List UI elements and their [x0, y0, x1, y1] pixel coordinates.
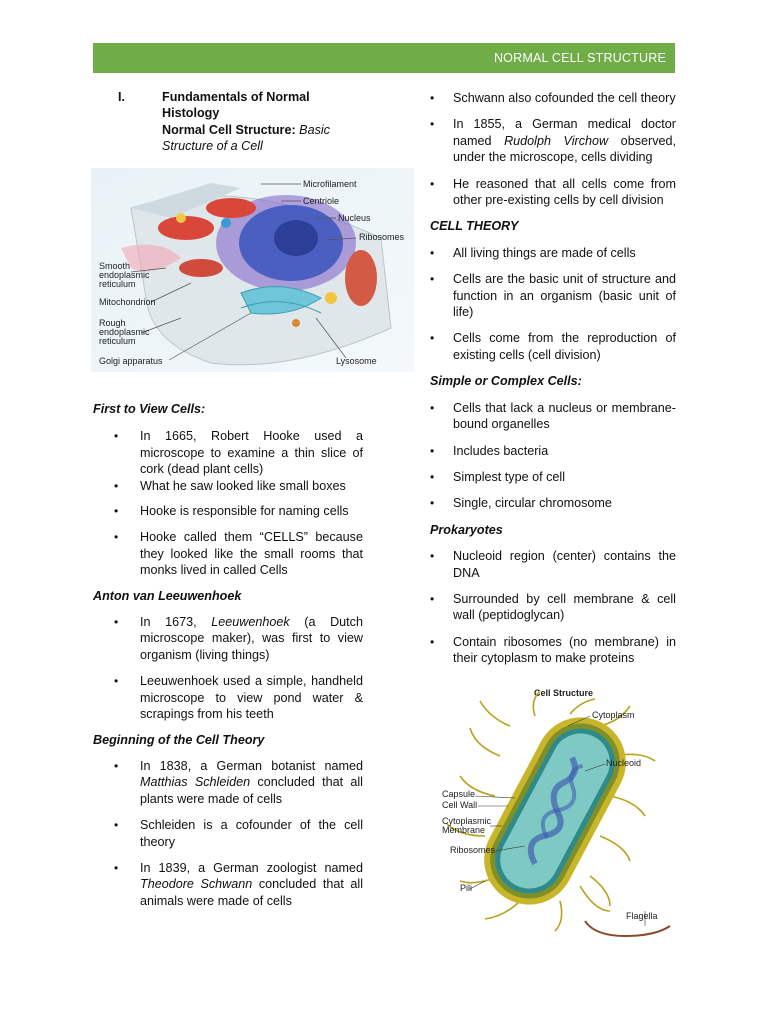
first-to-view-list [93, 428, 363, 578]
right-top-list [430, 90, 676, 208]
text-run: observed, under the microscope, cells dividing [453, 133, 676, 165]
heading-cell-theory: CELL THEORY [430, 219, 519, 234]
bacteria-cell-figure [440, 686, 680, 942]
label-golgi: Golgi apparatus [99, 356, 163, 366]
list-item: • Hooke called them “CELLS” because they looked like the small rooms that monks lived in called Cells [93, 529, 363, 578]
list-item: • Cells that lack a nucleus or membrane-bound organelles [430, 400, 676, 433]
list-item: • Nucleoid region (center) contains the DNA [430, 548, 676, 581]
section-title-line1: Fundamentals of Normal Histology [162, 90, 310, 121]
header-bar [93, 43, 675, 73]
list-item: • What he saw looked like small boxes [93, 478, 363, 494]
list-item: • Schwann also cofounded the cell theory [430, 90, 676, 106]
list-item: • All living things are made of cells [430, 245, 676, 261]
section-title-italic: Basic Structure of a Cell [162, 122, 330, 154]
text-run: In 1855, a German medical doctor named [453, 117, 676, 148]
text-run-italic: Rudolph Virchow [504, 133, 609, 148]
right-column [430, 90, 676, 667]
heading-prokaryotes: Prokaryotes [430, 522, 503, 537]
cell-theory-list [430, 245, 676, 363]
header-title: NORMAL CELL STRUCTURE [493, 51, 666, 65]
text-run-italic: Matthias Schleiden [140, 775, 251, 790]
list-item: • Single, circular chromosome [430, 495, 676, 511]
animal-cell-figure [91, 168, 414, 372]
list-item: • Simplest type of cell [430, 469, 676, 485]
label-cyto-membrane-2: Membrane [442, 825, 486, 835]
text-run-italic: Leeuwenhoek [211, 615, 290, 630]
prokaryotes-list [430, 548, 676, 666]
label-pili: Pili [460, 883, 473, 893]
label-cytoplasm: Cytoplasm [592, 710, 635, 720]
text-run: In 1838, a German botanist named [140, 758, 363, 773]
list-item: • Contain ribosomes (no membrane) in their cytoplasm to make proteins [430, 634, 676, 667]
figure-title: Cell Structure [534, 688, 594, 698]
list-item: • Schleiden is a cofounder of the cell theory [93, 817, 363, 850]
text-run: (a Dutch microscope maker), was first to view organism (living things) [140, 615, 363, 662]
label-lysosome: Lysosome [336, 356, 377, 366]
label-centriole: Centriole [303, 196, 340, 206]
label-cell-wall: Cell Wall [442, 800, 478, 810]
list-item: • Leeuwenhoek used a simple, handheld microscope to view pond water & scrapings from his teeth [93, 673, 363, 722]
label-flagella: Flagella [626, 911, 658, 921]
heading-beginning: Beginning of the Cell Theory [93, 732, 265, 747]
left-column [93, 401, 363, 909]
bacteria-illustration [440, 686, 680, 942]
list-item: • Includes bacteria [430, 443, 676, 459]
list-item [93, 860, 363, 909]
label-rough-er-1: Rough [99, 318, 126, 328]
heading-first-to-view: First to View Cells: [93, 402, 206, 416]
label-smooth-er-3: reticulum [99, 279, 136, 289]
list-item: • He reasoned that all cells come from other pre-existing cells by cell division [430, 176, 676, 209]
label-ribosomes: Ribosomes [359, 232, 405, 242]
list-item [430, 116, 676, 165]
label-smooth-er-2: endoplasmic [99, 270, 150, 280]
label-cyto-membrane-1: Cytoplasmic [442, 816, 492, 826]
text-run-italic: Theodore Schwann [140, 877, 253, 892]
section-title-bold: Normal Cell Structure: [162, 122, 296, 137]
leeuwenhoek-list [93, 614, 363, 722]
list-item [93, 758, 363, 807]
list-item: • Cells come from the reproduction of existing cells (cell division) [430, 330, 676, 363]
list-item: • Surrounded by cell membrane & cell wall (peptidoglycan) [430, 591, 676, 624]
beginning-list [93, 758, 363, 909]
heading-simple-complex: Simple or Complex Cells: [430, 374, 582, 389]
text-run: In 1839, a German zoologist named [140, 860, 363, 875]
label-microfilament: Microfilament [303, 179, 357, 189]
heading-leeuwenhoek: Anton van Leeuwenhoek [93, 588, 242, 603]
section-title [162, 89, 362, 155]
text-run: concluded that all plants were made of cells [140, 775, 363, 806]
list-item: • Hooke is responsible for naming cells [93, 503, 363, 519]
label-ribosomes-bacteria: Ribosomes [450, 845, 496, 855]
text-run: concluded that all animals were made of cells [140, 877, 363, 908]
simple-complex-list [430, 400, 676, 512]
label-capsule: Capsule [442, 789, 476, 799]
label-rough-er-3: reticulum [99, 336, 136, 346]
label-rough-er-2: endoplasmic [99, 327, 150, 337]
label-nucleoid: Nucleoid [606, 758, 642, 768]
section-number: I. [118, 90, 125, 104]
list-item [93, 614, 363, 663]
label-nucleus: Nucleus [338, 213, 371, 223]
text-run: In 1673, [140, 615, 212, 630]
list-item: • In 1665, Robert Hooke used a microscope to examine a thin slice of cork (dead plant cells) [93, 428, 363, 477]
list-item: • Cells are the basic unit of structure and function in an organism (basic unit of life) [430, 271, 676, 320]
animal-cell-illustration [91, 168, 414, 372]
label-mitochondrion: Mitochondrion [99, 297, 156, 307]
label-smooth-er-1: Smooth [99, 261, 131, 271]
